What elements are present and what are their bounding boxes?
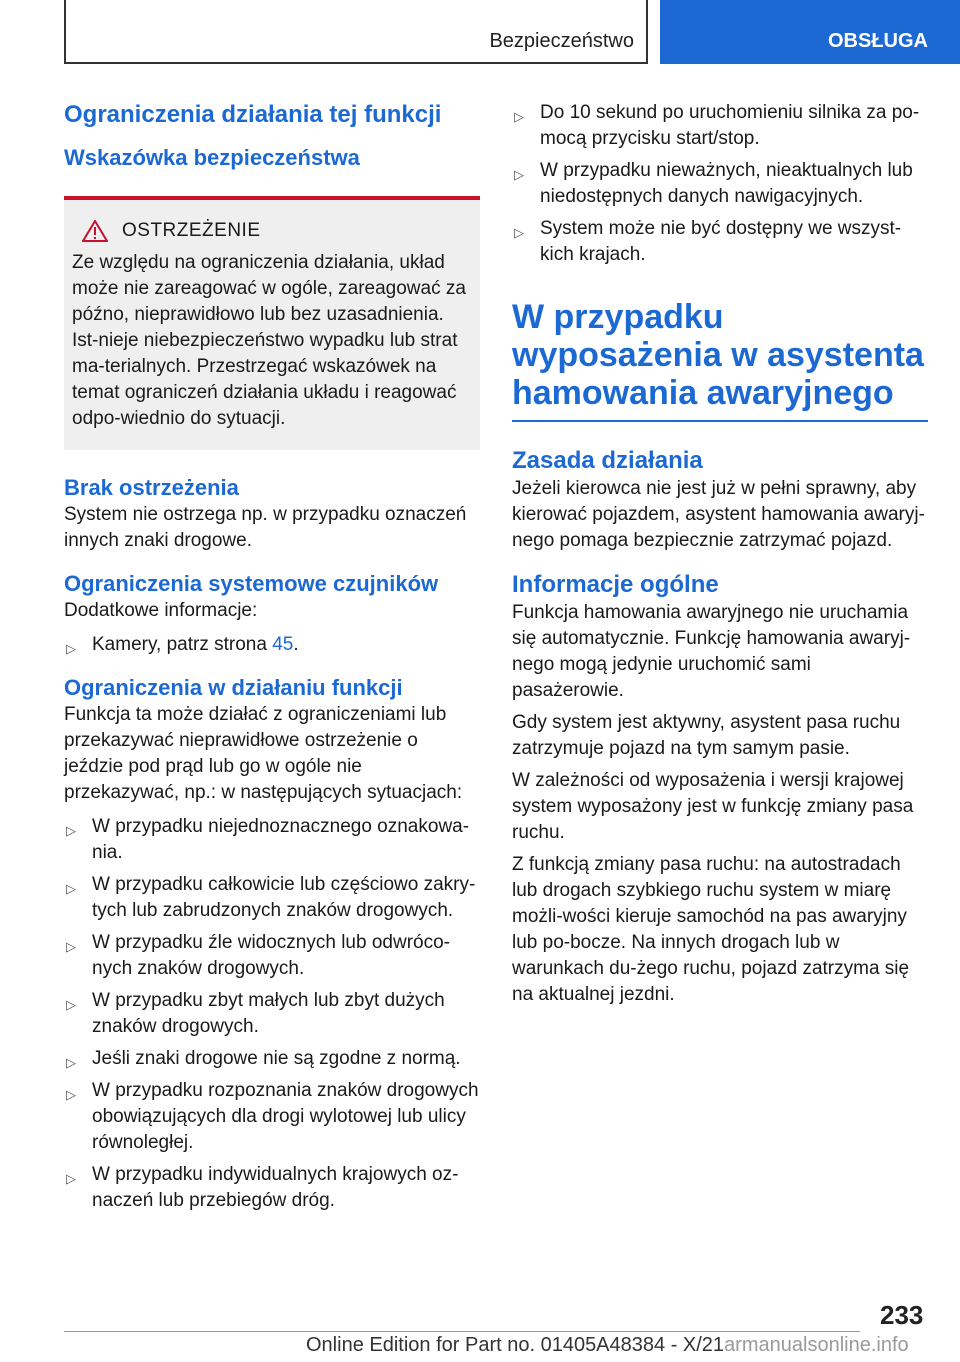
- sensor-item-text: Kamery, patrz strona: [92, 634, 273, 655]
- heading-function-limits: Ograniczenia działania tej funkcji: [64, 101, 442, 128]
- list-item: ▷ W przypadku zbyt małych lub zbyt dużych znaków drogowych.: [66, 990, 445, 1037]
- edition-text: Online Edition for Part no. 01405A48384 - X/21: [306, 1334, 725, 1356]
- header-tab-operation[interactable]: OBSŁUGA: [660, 0, 960, 64]
- left-column: [64, 100, 480, 1214]
- heading-emergency-brake-assistant: W przypadku wyposażenia w asystenta hamowania awaryjnego: [512, 298, 924, 412]
- list-item: ▷ W przypadku indywidualnych krajowych oz-naczeń lub przebiegów dróg.: [66, 1164, 459, 1211]
- warning-header: [72, 220, 472, 242]
- page-link-45[interactable]: 45: [272, 634, 294, 655]
- warning-text: Ze względu na ograniczenia działania, układ może nie zareagować w ogóle, zareagować za późno, nieprawidłowo lub bez uzasadnienia. Ist-nieje niebezpieczeństwo wypadku lub strat ma-terialnych. Przestrzegać wskazówek na temat ograniczeń działania układu i reagować odpo-wiednio do sytuacji.: [72, 252, 466, 429]
- bullet-triangle-icon: ▷: [66, 997, 76, 1012]
- watermark-text: armanualsonline.info: [724, 1334, 909, 1356]
- general-paragraph: W zależności od wyposażenia i wersji krajowej system wyposażony jest w funkcję zmiany pasa ruchu.: [512, 770, 914, 843]
- bullet-triangle-icon: ▷: [66, 939, 76, 954]
- heading-general-info: Informacje ogólne: [512, 571, 719, 598]
- bullet-triangle-icon: ▷: [66, 1055, 76, 1070]
- footer-divider: [64, 1331, 860, 1332]
- warning-triangle-icon: [82, 220, 108, 242]
- principle-text: Jeżeli kierowca nie jest już w pełni sprawny, aby kierować pojazdem, asystent hamowania awaryj-nego pomaga bezpiecznie zatrzymać pojazd.: [512, 478, 925, 551]
- list-item: ▷ W przypadku nieważnych, nieaktualnych lub niedostępnych danych nawigacyjnych.: [514, 160, 913, 207]
- bullet-triangle-icon: ▷: [66, 1171, 76, 1186]
- situation-list-continued: [512, 100, 928, 268]
- warning-title: OSTRZEŻENIE: [122, 220, 261, 241]
- bullet-triangle-icon: ▷: [66, 1087, 76, 1102]
- heading-function-restrictions: Ograniczenia w działaniu funkcji: [64, 675, 403, 700]
- bullet-triangle-icon: ▷: [514, 167, 524, 182]
- right-column: [512, 100, 928, 1008]
- no-warning-text: System nie ostrzega np. w przypadku oznaczeń innych znaki drogowe.: [64, 504, 467, 551]
- list-item: [64, 632, 480, 658]
- list-item: ▷ Jeśli znaki drogowe nie są zgodne z normą.: [64, 1046, 480, 1072]
- bullet-triangle-icon: ▷: [514, 225, 524, 240]
- list-item: ▷ W przypadku źle widocznych lub odwróco-nych znaków drogowych.: [66, 932, 450, 979]
- list-item: ▷ System może nie być dostępny we wszyst-kich krajach.: [514, 218, 902, 265]
- bullet-triangle-icon: ▷: [66, 823, 76, 838]
- sensor-text: Dodatkowe informacje:: [64, 600, 258, 621]
- sensor-list: [64, 632, 480, 658]
- heading-safety-note: Wskazówka bezpieczeństwa: [64, 145, 360, 170]
- heading-no-warning: Brak ostrzeżenia: [64, 475, 239, 500]
- warning-box: [64, 196, 480, 450]
- list-item: ▷ W przypadku niejednoznacznego oznakowa-nia.: [66, 816, 470, 863]
- heading-sensor-limits: Ograniczenia systemowe czujników: [64, 571, 439, 596]
- general-paragraph: Z funkcją zmiany pasa ruchu: na autostradach lub drogach szybkiego ruchu system w miarę możli-wości kieruje samochód na pas awaryjny lub po-bocze. Na innych drogach lub w warunkach du-żego ruchu, pojazd zatrzyma się na aktualnej jezdni.: [512, 854, 910, 1005]
- list-item: ▷ W przypadku rozpoznania znaków drogowych obowiązujących dla drogi wylotowej lub ulicy równoległej.: [66, 1080, 479, 1153]
- function-list: [64, 814, 480, 1214]
- list-item: ▷ W przypadku całkowicie lub częściowo zakry-tych lub zabrudzonych znaków drogowych.: [66, 874, 476, 921]
- footer-edition: [306, 1334, 909, 1357]
- function-text: Funkcja ta może działać z ograniczeniami lub przekazywać nieprawidłowe ostrzeżenie o jeździe pod prąd lub go w ogóle nie przekazywać, np.: w następujących sytuacjach:: [64, 704, 463, 803]
- bullet-triangle-icon: ▷: [66, 881, 76, 896]
- sensor-item-end: .: [293, 634, 299, 655]
- general-paragraph: Gdy system jest aktywny, asystent pasa ruchu zatrzymuje pojazd na tym samym pasie.: [512, 712, 901, 759]
- bullet-triangle-icon: ▷: [66, 641, 76, 656]
- general-paragraph: Funkcja hamowania awaryjnego nie uruchamia się automatycznie. Funkcję hamowania awaryj-nego mogą jedynie uruchomić sami pasażerowie.: [512, 602, 911, 701]
- heading-principle: Zasada działania: [512, 447, 703, 474]
- page-number: 233: [880, 1300, 924, 1330]
- list-item: ▷ Do 10 sekund po uruchomieniu silnika za po-mocą przycisku start/stop.: [514, 102, 920, 149]
- header-section-title: Bezpieczeństwo: [489, 30, 634, 52]
- bullet-triangle-icon: ▷: [514, 109, 524, 124]
- section-divider: [512, 420, 928, 422]
